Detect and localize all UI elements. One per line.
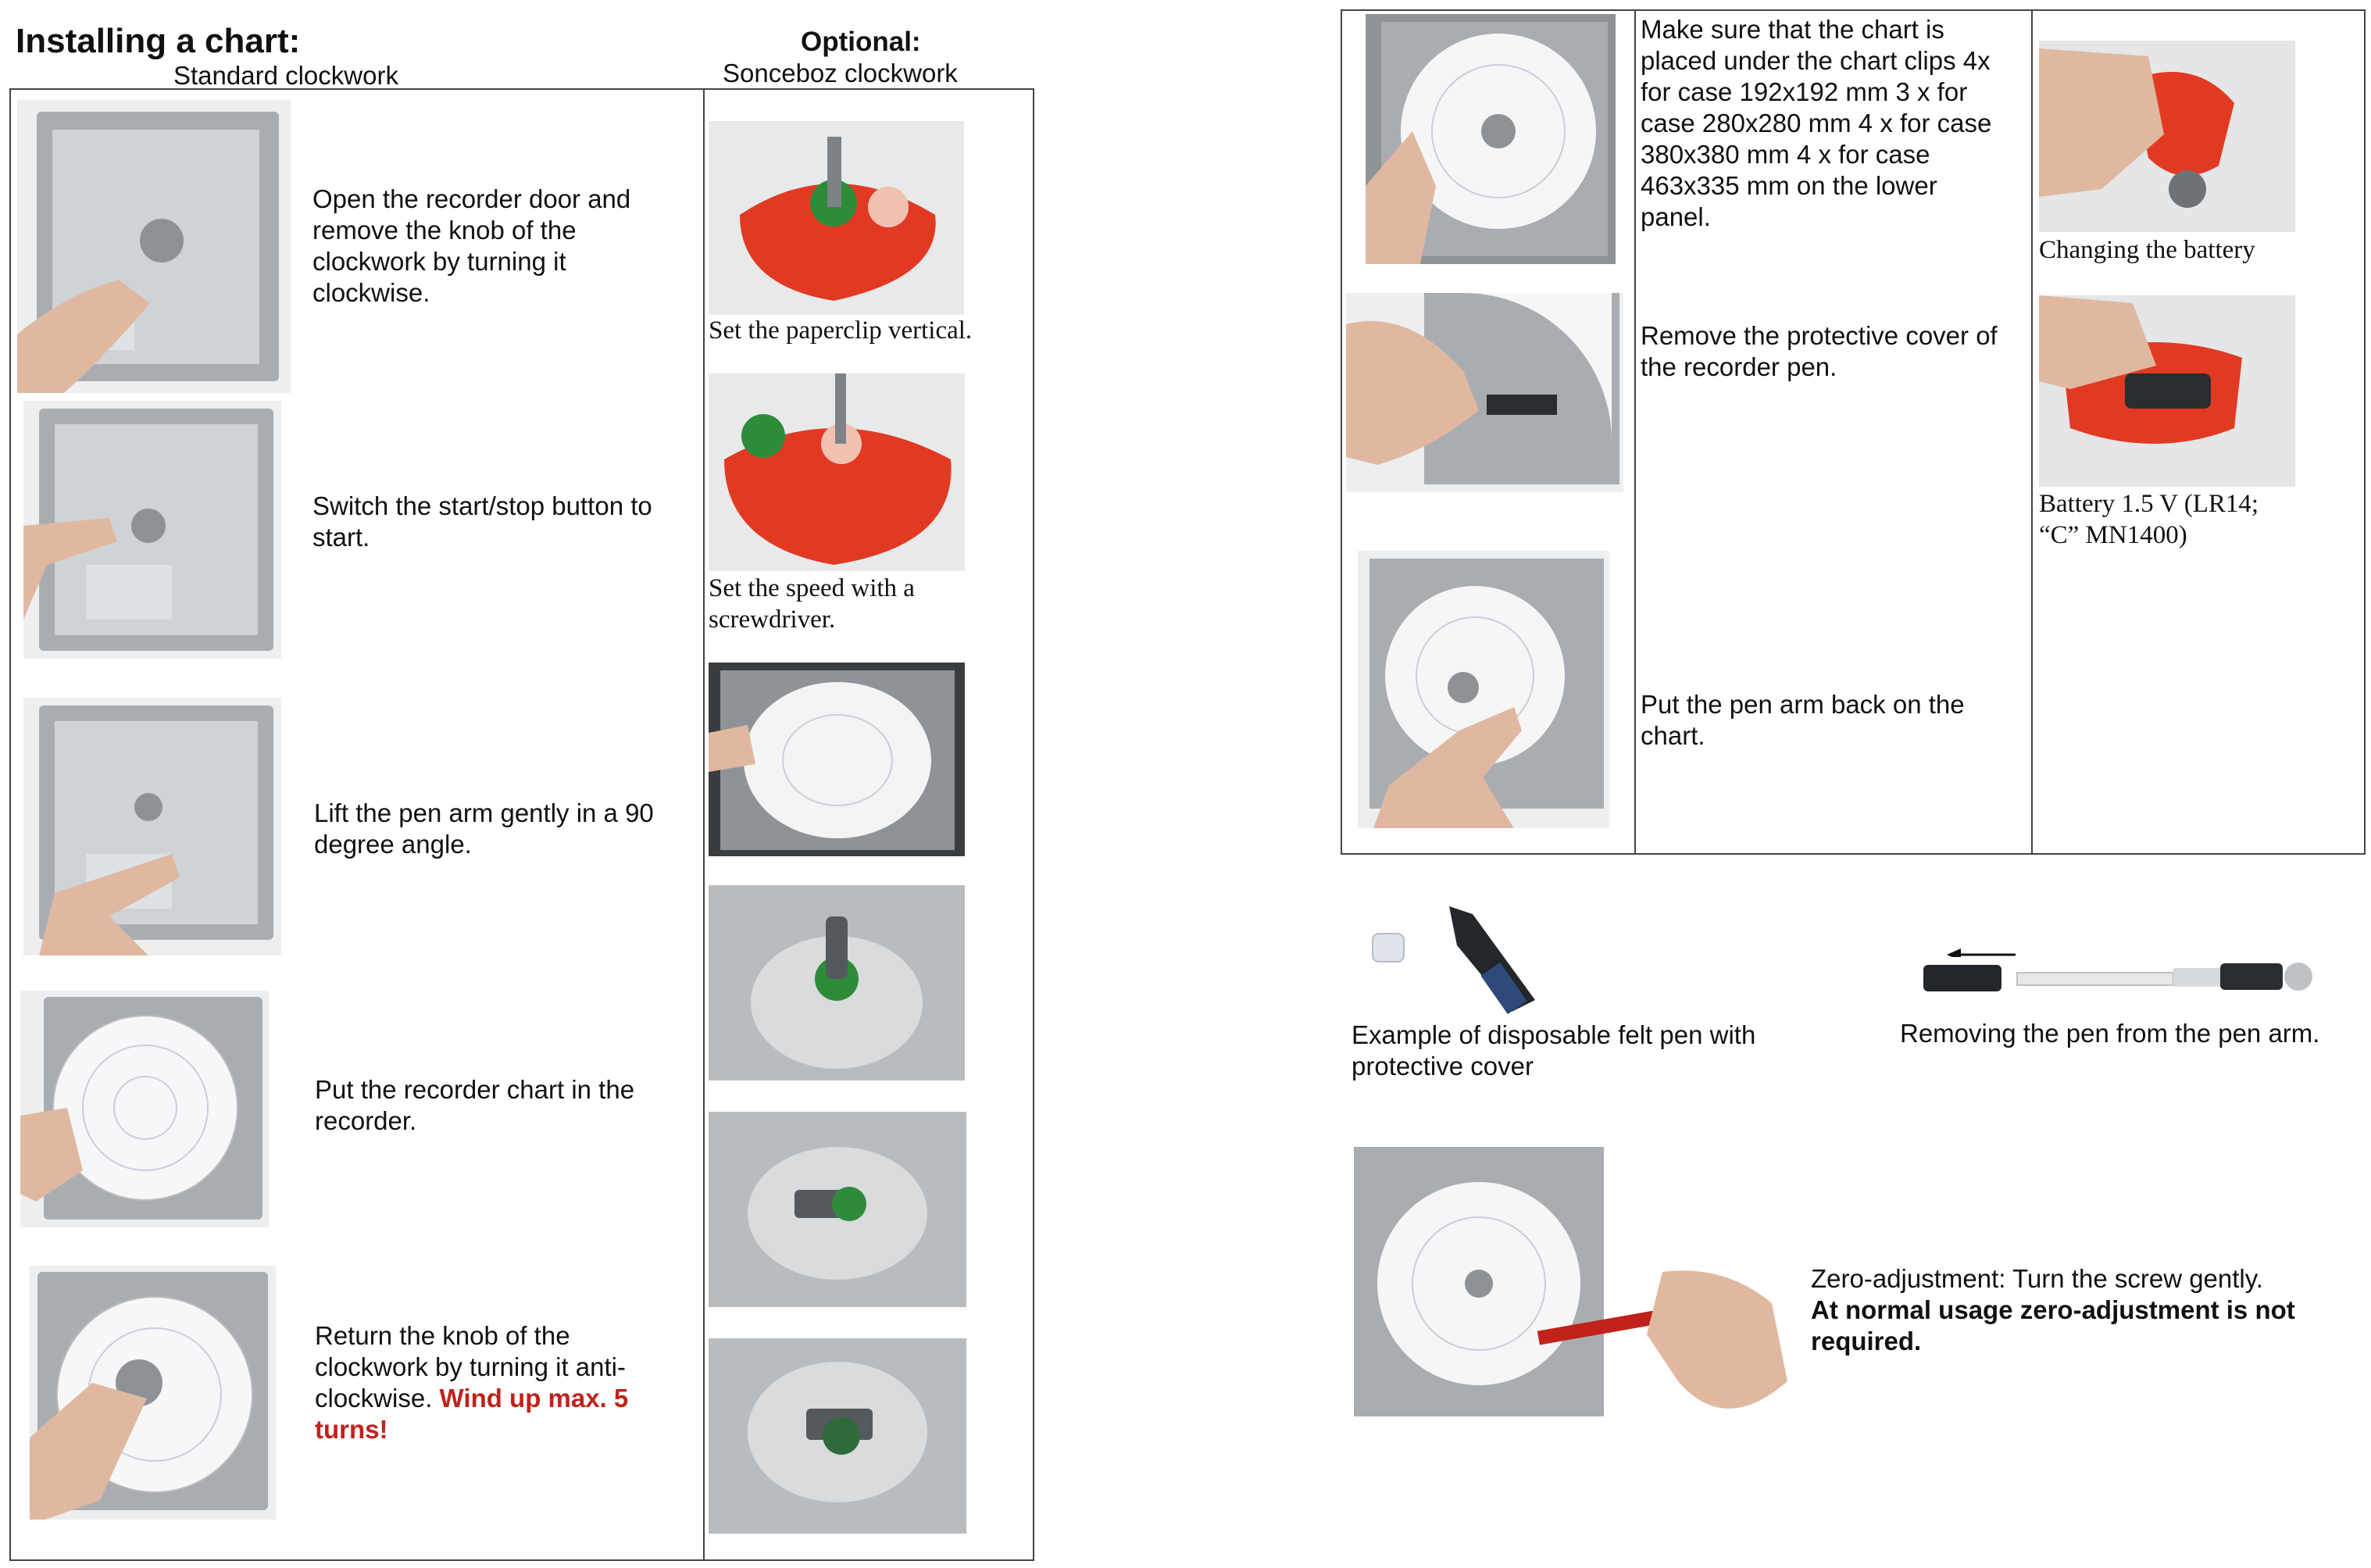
right-table-divider-1 bbox=[1634, 9, 1636, 855]
photo-paperclip-vertical bbox=[709, 121, 964, 315]
standard-clockwork-label: Standard clockwork bbox=[173, 61, 398, 90]
step-4-text: Put the recorder chart in the recorder. bbox=[315, 1075, 635, 1135]
pen-arm-icon bbox=[1923, 957, 2314, 1012]
optional-label: Optional: bbox=[801, 27, 921, 57]
photo-return-knob bbox=[30, 1266, 276, 1520]
photo-battery bbox=[2039, 295, 2295, 487]
photo-chart-clip-3 bbox=[709, 1338, 966, 1534]
right-table-divider-2 bbox=[2031, 9, 2033, 855]
photo-chart-clip-1 bbox=[709, 885, 965, 1080]
photo-open-door bbox=[17, 100, 291, 393]
photo-lift-pen-arm bbox=[23, 698, 281, 955]
photo-start-stop bbox=[23, 401, 281, 659]
felt-pen-icon bbox=[1363, 898, 1543, 1016]
sonceboz-clockwork-label: Sonceboz clockwork bbox=[723, 59, 958, 88]
caption-battery: Battery 1.5 V (LR14; “C” MN1400) bbox=[2039, 490, 2259, 549]
removing-pen-caption: Removing the pen from the pen arm. bbox=[1900, 1019, 2320, 1048]
felt-pen-caption: Example of disposable felt pen with protective cover bbox=[1352, 1020, 1756, 1080]
zero-adjustment-note: At normal usage zero-adjustment is not required. bbox=[1811, 1295, 2295, 1355]
photo-changing-battery bbox=[2039, 41, 2295, 232]
photo-remove-pen-cover bbox=[1346, 293, 1623, 492]
photo-zero-adjustment bbox=[1350, 1147, 1789, 1444]
caption-paperclip: Set the paperclip vertical. bbox=[709, 316, 973, 345]
page-title: Installing a chart: bbox=[16, 22, 301, 60]
step-5-text bbox=[315, 1320, 666, 1445]
zero-adjustment-instruction: Zero-adjustment: Turn the screw gently. bbox=[1811, 1264, 2263, 1293]
left-table-divider bbox=[703, 88, 705, 1561]
step-2-text: Switch the start/stop button to start. bbox=[312, 491, 652, 552]
photo-sonceboz-chart-open bbox=[709, 663, 965, 856]
pen-arm-back-instructions: Put the pen arm back on the chart. bbox=[1641, 690, 1965, 750]
chart-clips-instructions: Make sure that the chart is placed under the chart clips 4x for case 192x192 mm 3 x for case 280x280 mm 4 x for case 380x380 mm 4 x for case 463x335 mm on the lower panel. bbox=[1641, 15, 1992, 231]
remove-cover-instructions: Remove the protective cover of the recorder pen. bbox=[1641, 321, 1998, 381]
step-5-instruction: Return the knob of the clockwork by turning it anti-clockwise. bbox=[315, 1321, 626, 1413]
step-3-text: Lift the pen arm gently in a 90 degree angle. bbox=[314, 798, 654, 859]
caption-changing-battery: Changing the battery bbox=[2039, 236, 2255, 264]
photo-pen-arm-back bbox=[1358, 551, 1609, 828]
photo-chart-clips bbox=[1366, 14, 1616, 264]
step-1-text: Open the recorder door and remove the knob of the clockwork by turning it clockwise. bbox=[312, 184, 631, 307]
wind-up-warning: Wind up max. 5 turns! bbox=[315, 1384, 629, 1444]
photo-set-speed bbox=[709, 373, 965, 571]
zero-adjustment-text bbox=[1811, 1263, 2342, 1357]
caption-set-speed: Set the speed with a screwdriver. bbox=[709, 574, 915, 634]
photo-insert-chart bbox=[20, 991, 269, 1227]
photo-chart-clip-2 bbox=[709, 1112, 966, 1307]
